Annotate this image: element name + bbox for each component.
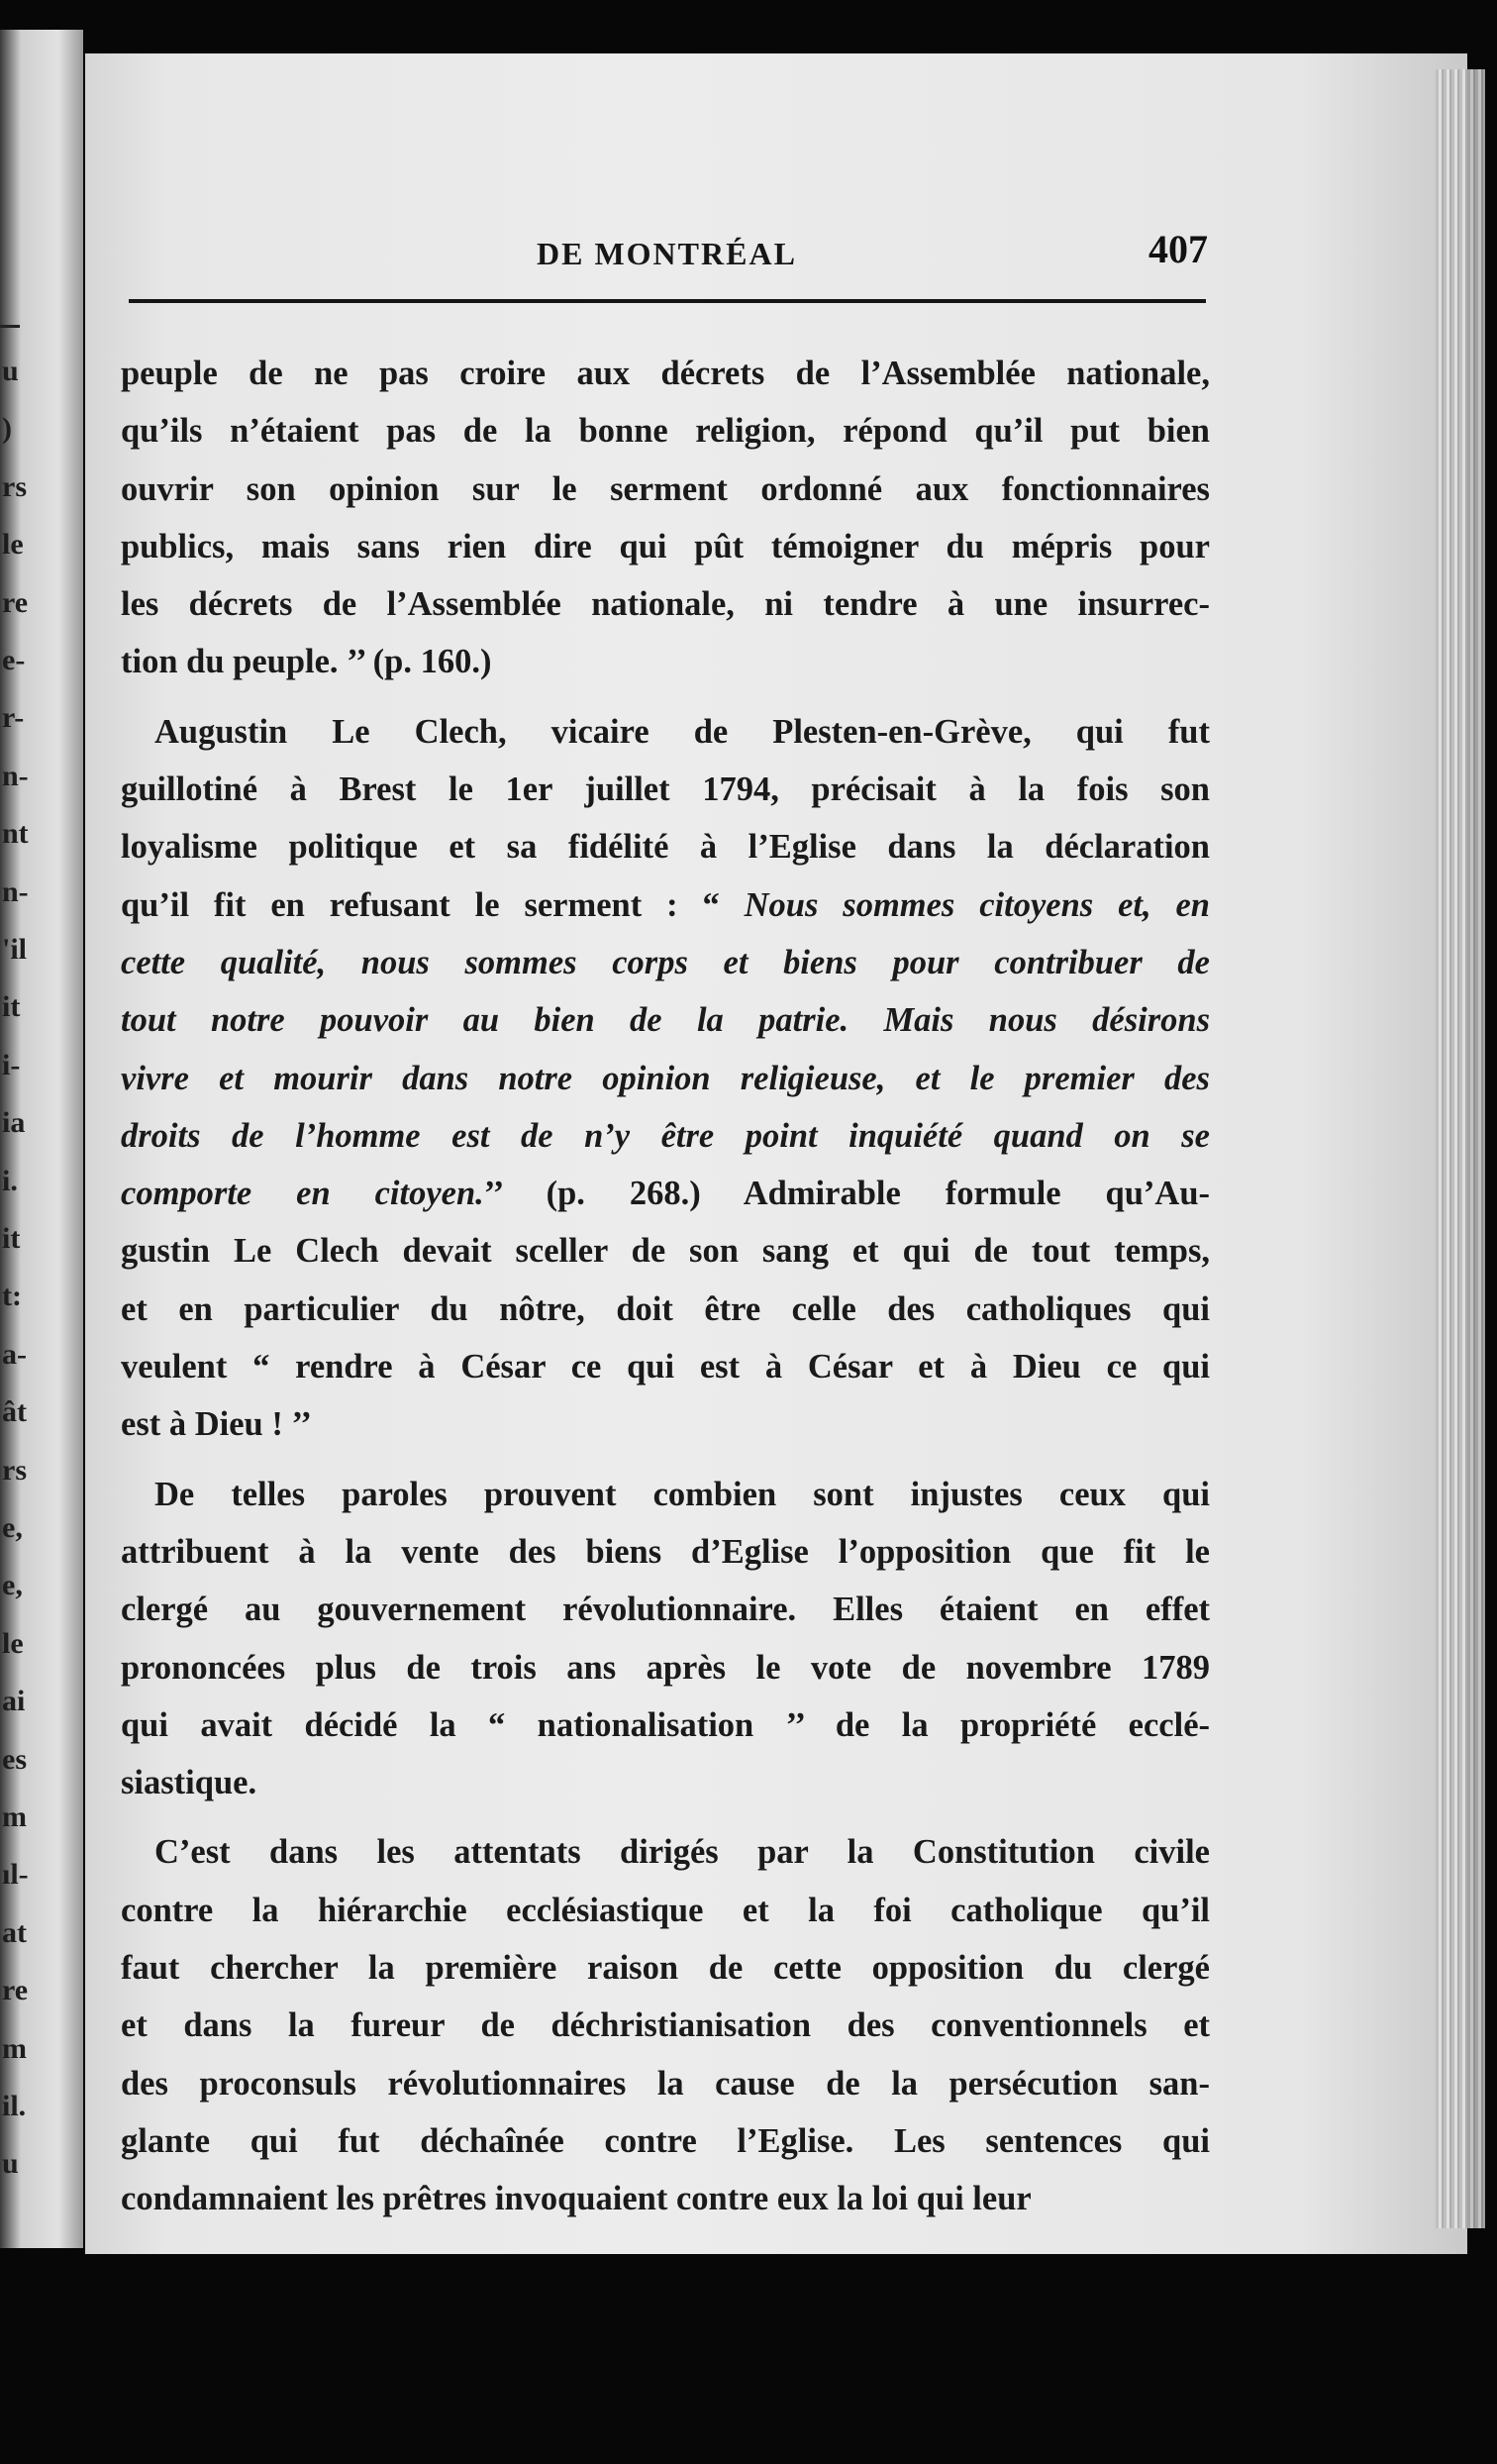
margin-fragment: rs — [2, 469, 27, 503]
margin-fragment: n- — [2, 874, 29, 908]
text-line — [121, 1281, 1210, 1338]
paragraph — [121, 1823, 1210, 2227]
text-run: ’’ (p. 268.) Admirable formule qu’Au- — [483, 1175, 1210, 1213]
text-line — [121, 991, 1210, 1049]
margin-fragment: u — [2, 2147, 19, 2181]
text-line — [121, 1107, 1210, 1165]
paragraph-gap — [121, 691, 1210, 703]
text-line — [121, 876, 1210, 934]
text-line — [121, 1338, 1210, 1395]
text-run: siastique. — [121, 1764, 257, 1802]
italic-quote-run: Nous sommes citoyens et, en — [744, 885, 1210, 924]
margin-fragment: nt — [2, 817, 29, 851]
margin-fragment: e, — [2, 1569, 23, 1602]
paragraph — [121, 703, 1210, 1454]
running-head — [0, 226, 1208, 285]
text-line — [121, 1882, 1210, 1939]
text-run: qu’il fit en refusant le serment : “ — [121, 885, 745, 924]
previous-page-rule — [0, 325, 20, 328]
margin-fragment: m — [2, 2031, 27, 2065]
italic-quote-run: cette qualité, nous sommes corps et biens pour contribuer de — [121, 943, 1210, 981]
margin-fragment: e- — [2, 644, 26, 676]
text-line — [121, 1581, 1210, 1638]
previous-page-margin — [0, 30, 83, 2248]
margin-fragment: rs — [2, 1453, 27, 1487]
margin-fragment: i. — [2, 1164, 18, 1197]
paragraph — [121, 1466, 1210, 1812]
text-line — [121, 518, 1210, 575]
paragraph-gap — [121, 1811, 1210, 1823]
text-run: C’est dans les attentats dirigés par la Constitution civile — [154, 1833, 1210, 1872]
text-line — [121, 1997, 1210, 2054]
body-text — [121, 345, 1210, 2228]
text-run: veulent “ rendre à César ce qui est à César et à Dieu ce qui — [121, 1348, 1210, 1386]
page-stack-edge — [1436, 69, 1485, 2228]
italic-quote-run: vivre et mourir dans notre opinion religieuse, et le premier des — [121, 1059, 1210, 1097]
text-run: glante qui fut déchaînée contre l’Eglise. Les sentences qui — [121, 2121, 1210, 2160]
text-line — [121, 1754, 1210, 1811]
margin-fragment: re — [2, 585, 29, 619]
margin-fragment: it — [2, 1222, 21, 1255]
margin-fragment: re — [2, 1974, 29, 2007]
text-line — [121, 2170, 1210, 2227]
text-run: les décrets de l’Assemblée nationale, ni tendre à une insurrec- — [121, 585, 1210, 624]
text-line — [121, 1823, 1210, 1881]
margin-fragment: m — [2, 1800, 27, 1833]
text-run: contre la hiérarchie ecclésiastique et la foi catholique qu’il — [121, 1891, 1210, 1929]
text-line — [121, 761, 1210, 818]
text-line — [121, 1939, 1210, 1997]
running-head-title: DE MONTRÉAL — [537, 236, 797, 271]
margin-fragment: le — [2, 1626, 24, 1660]
text-line — [121, 1165, 1210, 1222]
text-line — [121, 1466, 1210, 1523]
text-run: est à Dieu ! ’’ — [121, 1405, 312, 1444]
margin-fragment: es — [2, 1742, 27, 1776]
margin-fragment: t: — [2, 1280, 22, 1313]
margin-fragment: n- — [2, 759, 29, 792]
paragraph — [121, 345, 1210, 691]
text-line — [121, 934, 1210, 991]
text-run: guillotiné à Brest le 1er juillet 1794, précisait à la fois son — [121, 770, 1210, 809]
text-run: gustin Le Clech devait sceller de son sang et qui de tout temps, — [121, 1232, 1210, 1271]
margin-fragment: at — [2, 1915, 27, 1949]
margin-fragment: ıl- — [2, 1858, 29, 1892]
margin-fragment: le — [2, 528, 24, 562]
text-run: prononcées plus de trois ans après le vote de novembre 1789 — [121, 1648, 1210, 1687]
paragraph-gap — [121, 1454, 1210, 1466]
text-run: publics, mais sans rien dire qui pût témoigner du mépris pour — [121, 527, 1210, 565]
text-line — [121, 1222, 1210, 1280]
margin-fragment: a- — [2, 1337, 27, 1371]
text-run: peuple de ne pas croire aux décrets de l’Assemblée nationale, — [121, 355, 1210, 392]
header-rule — [129, 299, 1206, 303]
italic-quote-run: droits de l’homme est de n’y être point inquiété quand on se — [121, 1116, 1210, 1155]
text-line — [121, 1050, 1210, 1107]
italic-quote-run: tout notre pouvoir au bien de la patrie. Mais nous désirons — [121, 1001, 1210, 1040]
text-line — [121, 1696, 1210, 1754]
text-run: faut chercher la première raison de cette opposition du clergé — [121, 1949, 1210, 1988]
text-run: condamnaient les prêtres invoquaient contre eux la loi qui leur — [121, 2180, 1032, 2218]
margin-fragment: i- — [2, 1048, 21, 1081]
text-line — [121, 633, 1210, 690]
text-run: des proconsuls révolutionnaires la cause de la persécution san- — [121, 2064, 1210, 2103]
text-line — [121, 345, 1210, 402]
text-line — [121, 575, 1210, 633]
margin-fragment: r- — [2, 701, 25, 735]
text-line — [121, 1395, 1210, 1453]
margin-fragment: ) — [2, 412, 12, 446]
margin-fragment: ai — [2, 1685, 26, 1718]
margin-fragment: ia — [2, 1106, 26, 1140]
text-line — [121, 1639, 1210, 1696]
margin-fragment: il. — [2, 2090, 27, 2122]
text-line — [121, 402, 1210, 460]
margin-fragment: ât — [2, 1395, 27, 1429]
text-run: tion du peuple. ’’ (p. 160.) — [121, 643, 492, 681]
text-run: Augustin Le Clech, vicaire de Plesten-en-Grève, qui fut — [154, 712, 1210, 751]
text-run: et en particulier du nôtre, doit être celle des catholiques qui — [121, 1289, 1210, 1328]
text-run: De telles paroles prouvent combien sont injustes ceux qui — [154, 1475, 1210, 1513]
text-line — [121, 461, 1210, 518]
text-line — [121, 1523, 1210, 1581]
text-line — [121, 703, 1210, 761]
text-run: clergé au gouvernement révolutionnaire. Elles étaient en effet — [121, 1591, 1210, 1629]
text-line — [121, 2055, 1210, 2112]
margin-fragment: 'il — [2, 933, 28, 966]
page-number: 407 — [1148, 227, 1208, 271]
text-line — [121, 2112, 1210, 2170]
margin-fragment: it — [2, 990, 21, 1024]
text-run: attribuent à la vente des biens d’Eglise l’opposition que fit le — [121, 1532, 1210, 1571]
text-run: loyalisme politique et sa fidélité à l’Eglise dans la déclaration — [121, 828, 1210, 867]
text-run: et dans la fureur de déchristianisation des conventionnels et — [121, 2006, 1210, 2045]
text-run: qu’ils n’étaient pas de la bonne religion, répond qu’il put bien — [121, 412, 1210, 451]
text-run: qui avait décidé la “ nationalisation ’’ de la propriété ecclé- — [121, 1705, 1210, 1744]
margin-fragment: e, — [2, 1511, 23, 1544]
text-line — [121, 818, 1210, 875]
text-run: ouvrir son opinion sur le serment ordonné aux fonctionnaires — [121, 469, 1210, 508]
italic-quote-run: comporte en citoyen. — [121, 1175, 484, 1213]
margin-fragment: u — [2, 355, 19, 387]
